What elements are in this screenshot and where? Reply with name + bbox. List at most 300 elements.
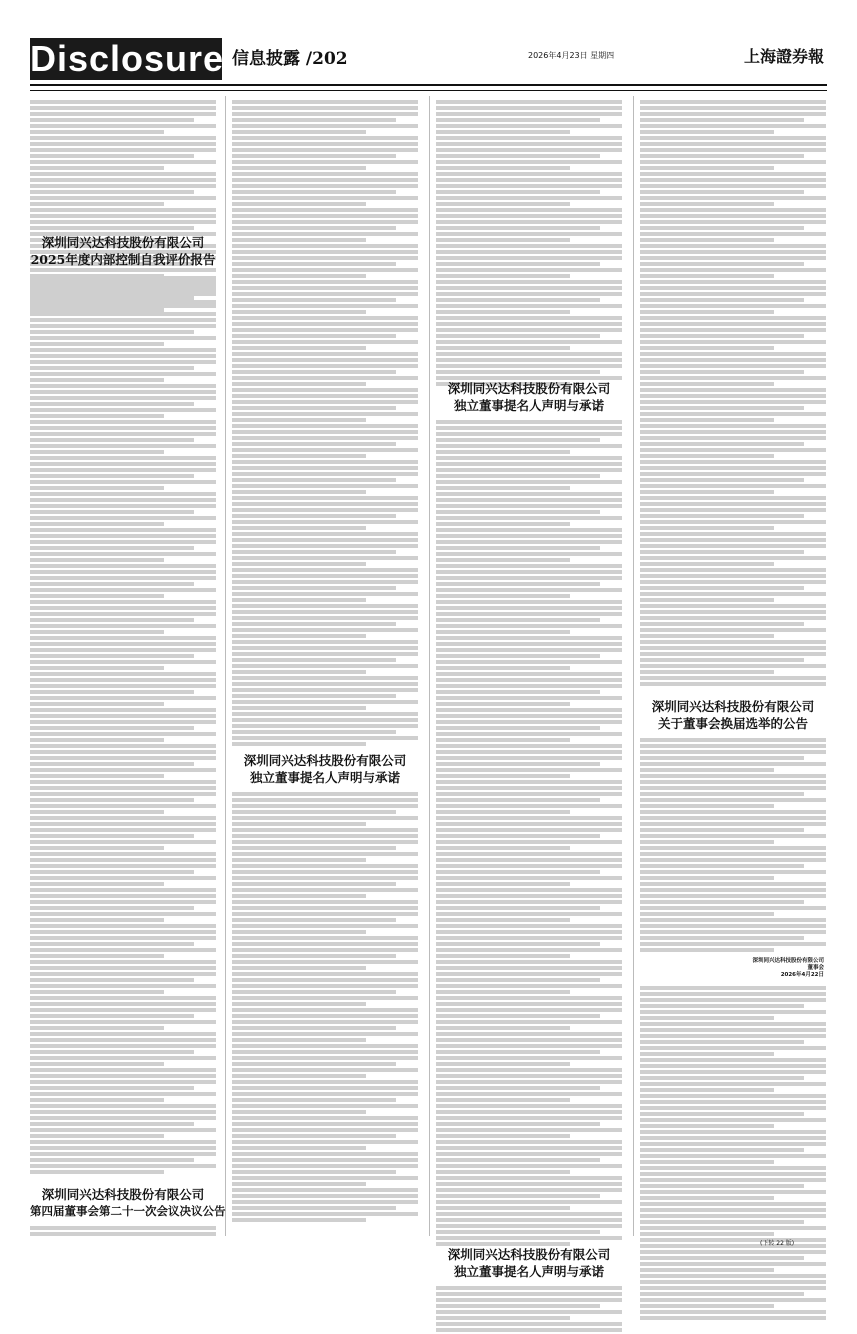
text-line (436, 202, 570, 206)
text-line (232, 1206, 396, 1210)
text-line (640, 1286, 826, 1290)
text-line (640, 924, 826, 928)
text-line (232, 412, 418, 416)
text-line (30, 516, 216, 520)
text-line (436, 540, 622, 544)
text-line (436, 924, 622, 928)
text-line (232, 604, 418, 608)
text-line (640, 768, 774, 772)
text-line (232, 316, 418, 320)
text-line (640, 340, 826, 344)
text-line (640, 148, 826, 152)
text-line (436, 846, 570, 850)
text-line (436, 738, 570, 742)
text-line (232, 942, 418, 946)
text-line (232, 322, 418, 326)
text-line (232, 430, 418, 434)
text-line (232, 1056, 418, 1060)
text-line (30, 606, 216, 610)
text-line (640, 460, 826, 464)
text-line (436, 286, 622, 290)
body-text (436, 420, 622, 1248)
text-line (640, 520, 826, 524)
text-line (30, 822, 216, 826)
text-line (640, 894, 826, 898)
text-line (232, 502, 418, 506)
text-line (30, 312, 216, 316)
text-line (640, 1316, 826, 1320)
text-line (640, 592, 826, 596)
text-line (640, 232, 826, 236)
text-line (232, 960, 418, 964)
text-line (30, 130, 164, 134)
disclosure-banner: Disclosure (30, 38, 225, 79)
text-line (640, 930, 826, 934)
text-line (30, 396, 216, 400)
text-line (30, 354, 216, 358)
text-line (640, 986, 826, 990)
article-headline-internal-control (30, 234, 216, 268)
text-line (30, 1140, 216, 1144)
text-line (30, 954, 164, 958)
text-line (232, 1098, 396, 1102)
text-line (436, 456, 622, 460)
text-line (436, 1020, 622, 1024)
column-1 (30, 96, 226, 1236)
text-line (436, 840, 622, 844)
text-line (640, 1064, 826, 1068)
text-line (232, 804, 418, 808)
text-line (30, 660, 216, 664)
text-line (232, 810, 396, 814)
text-line (436, 1176, 622, 1180)
text-line (232, 448, 418, 452)
text-line (30, 300, 216, 304)
text-line (30, 702, 164, 706)
text-line (436, 654, 600, 658)
text-line (30, 552, 216, 556)
text-line (232, 1014, 418, 1018)
text-line (436, 100, 622, 104)
text-line (30, 268, 216, 272)
text-line (30, 948, 216, 952)
text-line (436, 274, 570, 278)
signature-company: 深圳同兴达科技股份有限公司 (752, 958, 824, 964)
text-line (640, 640, 826, 644)
text-line (436, 1050, 600, 1054)
text-line (232, 1020, 418, 1024)
text-line (30, 366, 194, 370)
text-line (30, 184, 216, 188)
text-line (436, 420, 622, 424)
text-line (436, 576, 622, 580)
text-line (436, 948, 622, 952)
text-line (640, 400, 826, 404)
text-line (232, 214, 418, 218)
text-line (640, 412, 826, 416)
text-line (30, 492, 216, 496)
text-line (640, 238, 774, 242)
text-line (232, 154, 396, 158)
text-line (640, 858, 826, 862)
text-line (640, 484, 826, 488)
body-text (436, 100, 622, 388)
text-line (30, 360, 216, 364)
text-line (436, 316, 622, 320)
text-line (436, 1170, 570, 1174)
article-headline-nominee-statement (232, 752, 418, 786)
text-line (436, 984, 622, 988)
text-line (232, 846, 396, 850)
text-line (232, 906, 418, 910)
text-line (640, 1022, 826, 1026)
text-line (30, 124, 216, 128)
text-line (640, 178, 826, 182)
text-line (232, 118, 396, 122)
text-line (640, 196, 826, 200)
text-line (30, 1086, 194, 1090)
text-line (640, 334, 804, 338)
text-line (640, 942, 826, 946)
text-line (232, 610, 418, 614)
text-line (30, 1056, 216, 1060)
text-line (436, 546, 600, 550)
text-line (436, 504, 622, 508)
text-line (30, 870, 194, 874)
text-line (30, 816, 216, 820)
text-line (232, 912, 418, 916)
text-line (436, 954, 570, 958)
text-line (640, 1262, 826, 1266)
text-line (436, 1134, 570, 1138)
text-line (436, 594, 570, 598)
text-line (30, 330, 194, 334)
text-line (436, 1002, 622, 1006)
text-line (232, 418, 366, 422)
text-line (436, 1286, 622, 1290)
text-line (232, 172, 418, 176)
text-line (232, 834, 418, 838)
text-line (640, 658, 804, 662)
text-line (232, 148, 418, 152)
text-line (232, 1002, 366, 1006)
text-line (640, 616, 826, 620)
text-line (436, 364, 622, 368)
text-line (232, 514, 396, 518)
text-line (640, 292, 826, 296)
text-line (436, 762, 600, 766)
text-line (30, 756, 216, 760)
text-line (640, 870, 826, 874)
text-line (30, 378, 164, 382)
text-line (640, 852, 826, 856)
signature-body: 董事会 (807, 965, 824, 971)
text-line (30, 936, 216, 940)
text-line (30, 1080, 216, 1084)
text-line (640, 508, 826, 512)
text-line (640, 634, 774, 638)
text-line (640, 448, 826, 452)
text-line (232, 718, 418, 722)
text-line (640, 1232, 774, 1236)
text-line (30, 504, 216, 508)
text-line (30, 930, 216, 934)
text-line (436, 864, 622, 868)
text-line (30, 744, 216, 748)
text-line (436, 816, 622, 820)
text-line (232, 966, 366, 970)
text-line (232, 352, 418, 356)
text-line (232, 1134, 396, 1138)
text-line (640, 568, 826, 572)
text-line (436, 630, 570, 634)
text-line (232, 1194, 418, 1198)
text-line (232, 520, 418, 524)
text-line (640, 286, 826, 290)
column-4 (640, 96, 826, 1236)
text-line (436, 732, 622, 736)
text-line (640, 1214, 826, 1218)
text-line (640, 394, 826, 398)
text-line (436, 852, 622, 856)
text-line (640, 142, 826, 146)
text-line (30, 1092, 216, 1096)
text-line (436, 190, 600, 194)
text-line (436, 696, 622, 700)
text-line (232, 858, 366, 862)
text-line (30, 294, 194, 298)
text-line (30, 612, 216, 616)
text-line (640, 1058, 826, 1062)
text-line (640, 1100, 826, 1104)
text-line (30, 1032, 216, 1036)
text-line (30, 306, 164, 310)
article-headline-board-resolution (30, 1186, 226, 1220)
column-3 (436, 96, 622, 1279)
text-line (640, 1148, 804, 1152)
body-text (232, 100, 418, 748)
text-line (30, 288, 216, 292)
section-title: 信息披露 /202 (232, 49, 348, 69)
text-line (640, 1304, 774, 1308)
text-line (232, 1146, 366, 1150)
text-line (30, 588, 216, 592)
text-line (232, 646, 418, 650)
text-line (640, 810, 826, 814)
text-line (640, 1166, 826, 1170)
masthead (0, 0, 857, 96)
text-line (30, 780, 216, 784)
text-line (436, 322, 622, 326)
text-line (30, 942, 194, 946)
text-line (436, 352, 622, 356)
text-line (640, 774, 826, 778)
text-line (30, 966, 216, 970)
headline-company: 深圳同兴达科技股份有限公司 (41, 1187, 205, 1202)
text-line (436, 990, 570, 994)
text-line (232, 978, 418, 982)
text-line (232, 166, 366, 170)
text-line (436, 292, 622, 296)
text-line (30, 390, 216, 394)
text-line (640, 502, 826, 506)
text-line (436, 304, 622, 308)
text-line (436, 196, 622, 200)
text-line (232, 304, 418, 308)
text-line (232, 550, 396, 554)
text-line (30, 570, 216, 574)
text-line (30, 924, 216, 928)
article-headline-election-notice (640, 698, 826, 732)
text-line (640, 1106, 826, 1110)
text-line (640, 424, 826, 428)
text-line (436, 828, 622, 832)
text-line (436, 1298, 622, 1302)
text-line (640, 1118, 826, 1122)
text-line (30, 1122, 194, 1126)
text-line (232, 280, 418, 284)
text-line (436, 1140, 622, 1144)
text-line (232, 442, 396, 446)
text-line (232, 268, 418, 272)
text-line (436, 804, 622, 808)
text-line (30, 408, 216, 412)
text-line (436, 1158, 600, 1162)
text-line (30, 696, 216, 700)
headline-company: 深圳同兴达科技股份有限公司 (447, 381, 611, 396)
text-line (640, 208, 826, 212)
text-line (640, 184, 826, 188)
text-line (232, 586, 396, 590)
text-line (436, 426, 622, 430)
text-line (30, 636, 216, 640)
text-line (30, 348, 216, 352)
text-line (436, 438, 600, 442)
text-line (232, 888, 418, 892)
text-line (640, 310, 774, 314)
text-line (640, 882, 826, 886)
text-line (640, 106, 826, 110)
text-line (232, 592, 418, 596)
text-line (232, 424, 418, 428)
headline-company: 深圳同兴达科技股份有限公司 (243, 753, 407, 768)
text-line (232, 100, 418, 104)
text-line (640, 864, 804, 868)
text-line (436, 942, 600, 946)
text-line (30, 582, 194, 586)
text-line (30, 1008, 216, 1012)
text-line (30, 402, 194, 406)
text-line (436, 552, 622, 556)
text-line (232, 142, 418, 146)
text-line (232, 1158, 418, 1162)
text-line (232, 364, 418, 368)
text-line (436, 858, 622, 862)
text-line (232, 1110, 366, 1114)
text-line (436, 714, 622, 718)
text-line (30, 148, 216, 152)
text-line (232, 454, 366, 458)
text-line (436, 1152, 622, 1156)
text-line (30, 1038, 216, 1042)
text-line (436, 1224, 622, 1228)
text-line (232, 1104, 418, 1108)
text-line (30, 324, 216, 328)
text-line (436, 226, 600, 230)
text-line (232, 652, 418, 656)
text-line (640, 562, 774, 566)
text-line (232, 688, 418, 692)
text-line (30, 282, 216, 286)
headline-title: 2025年度内部控制自我评价报告 (30, 252, 216, 267)
text-line (232, 882, 396, 886)
text-line (640, 682, 826, 686)
text-line (232, 1038, 366, 1042)
text-line (640, 604, 826, 608)
text-line (232, 712, 418, 716)
text-line (640, 274, 774, 278)
text-line (436, 618, 600, 622)
text-line (232, 742, 366, 746)
text-line (436, 678, 622, 682)
text-line (640, 226, 804, 230)
text-line (436, 256, 622, 260)
text-line (436, 600, 622, 604)
text-line (640, 442, 804, 446)
text-line (436, 1080, 622, 1084)
text-line (436, 462, 622, 466)
text-line (232, 670, 366, 674)
text-line (640, 136, 826, 140)
text-line (232, 544, 418, 548)
text-line (232, 1116, 418, 1120)
text-line (232, 382, 366, 386)
text-line (30, 336, 216, 340)
text-line (30, 166, 164, 170)
text-line (436, 930, 622, 934)
text-line (640, 160, 826, 164)
text-line (436, 648, 622, 652)
text-line (30, 990, 164, 994)
text-line (232, 724, 418, 728)
text-line (436, 474, 600, 478)
column-divider (633, 96, 634, 1236)
text-line (436, 480, 622, 484)
text-line (436, 118, 600, 122)
text-line (30, 486, 164, 490)
text-line (232, 1074, 366, 1078)
text-line (640, 834, 826, 838)
text-line (436, 906, 600, 910)
text-line (436, 106, 622, 110)
text-line (232, 232, 418, 236)
text-line (640, 358, 826, 362)
text-line (436, 160, 622, 164)
text-line (640, 610, 826, 614)
text-line (436, 250, 622, 254)
text-line (30, 372, 216, 376)
text-line (640, 750, 826, 754)
text-line (232, 694, 396, 698)
text-line (30, 900, 216, 904)
text-line (436, 582, 600, 586)
body-text (232, 792, 418, 1224)
text-line (30, 978, 194, 982)
text-line (30, 630, 164, 634)
text-line (30, 100, 216, 104)
text-line (30, 1002, 216, 1006)
text-line (30, 214, 216, 218)
